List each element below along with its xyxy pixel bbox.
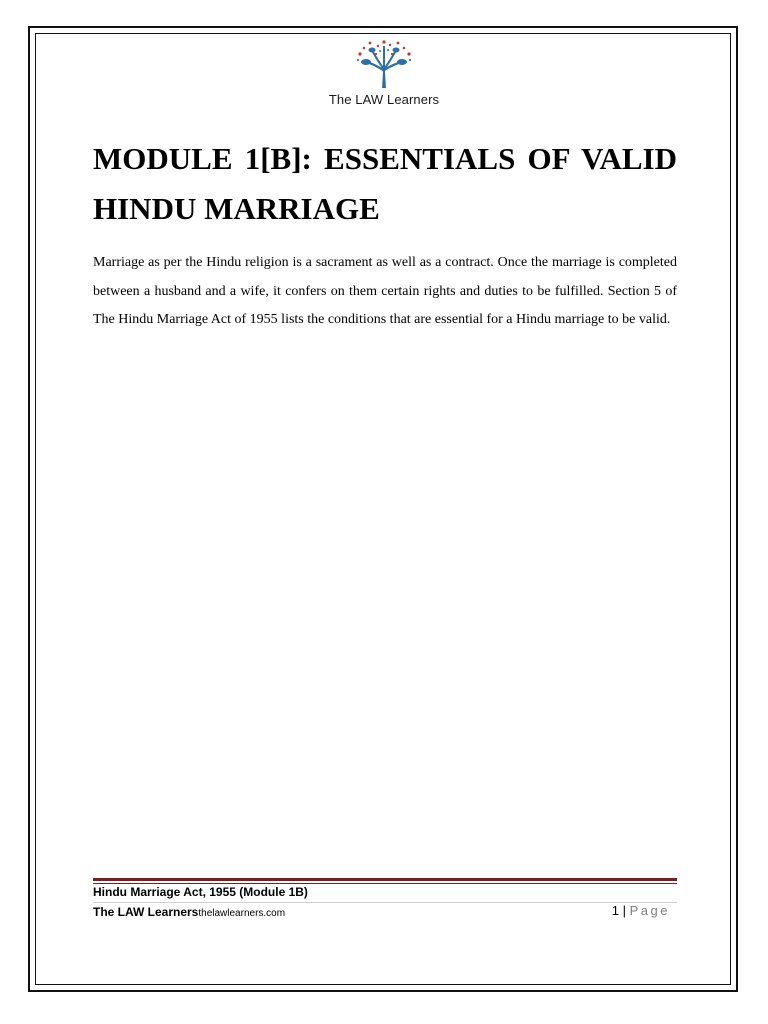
intro-paragraph: Marriage as per the Hindu religion is a sacrament as well as a contract. Once the marriage is completed between a husband and a wife, it confers on them certain rights and duties to be fulfilled. Section 5 of The Hindu Marriage Act of 1955 lists the conditions that are essential for a Hindu marriage to be valid.	[93, 255, 677, 327]
page-number	[612, 903, 670, 918]
logo-brand-text: The LAW Learners	[328, 92, 440, 107]
page-number-value: 1	[611, 903, 620, 918]
footer-brand-line	[93, 905, 285, 919]
document-title	[93, 134, 677, 234]
tree-logo-icon	[352, 40, 416, 90]
footer-site: thelawlearners.com	[198, 908, 286, 919]
page-separator: |	[619, 903, 630, 918]
page-word: Page	[629, 903, 670, 918]
footer-rule-light	[93, 902, 677, 903]
footer-doc-label: Hindu Marriage Act, 1955 (Module 1B)	[93, 885, 308, 899]
title-line-2: HINDU MARRIAGE	[93, 191, 380, 226]
footer-brand: The LAW Learners	[93, 905, 199, 919]
logo	[300, 40, 468, 112]
footer-rule-thick	[93, 878, 677, 881]
footer-rule-thin	[93, 883, 677, 884]
title-line-1: MODULE 1[B]: ESSENTIALS OF VALID	[93, 141, 677, 176]
